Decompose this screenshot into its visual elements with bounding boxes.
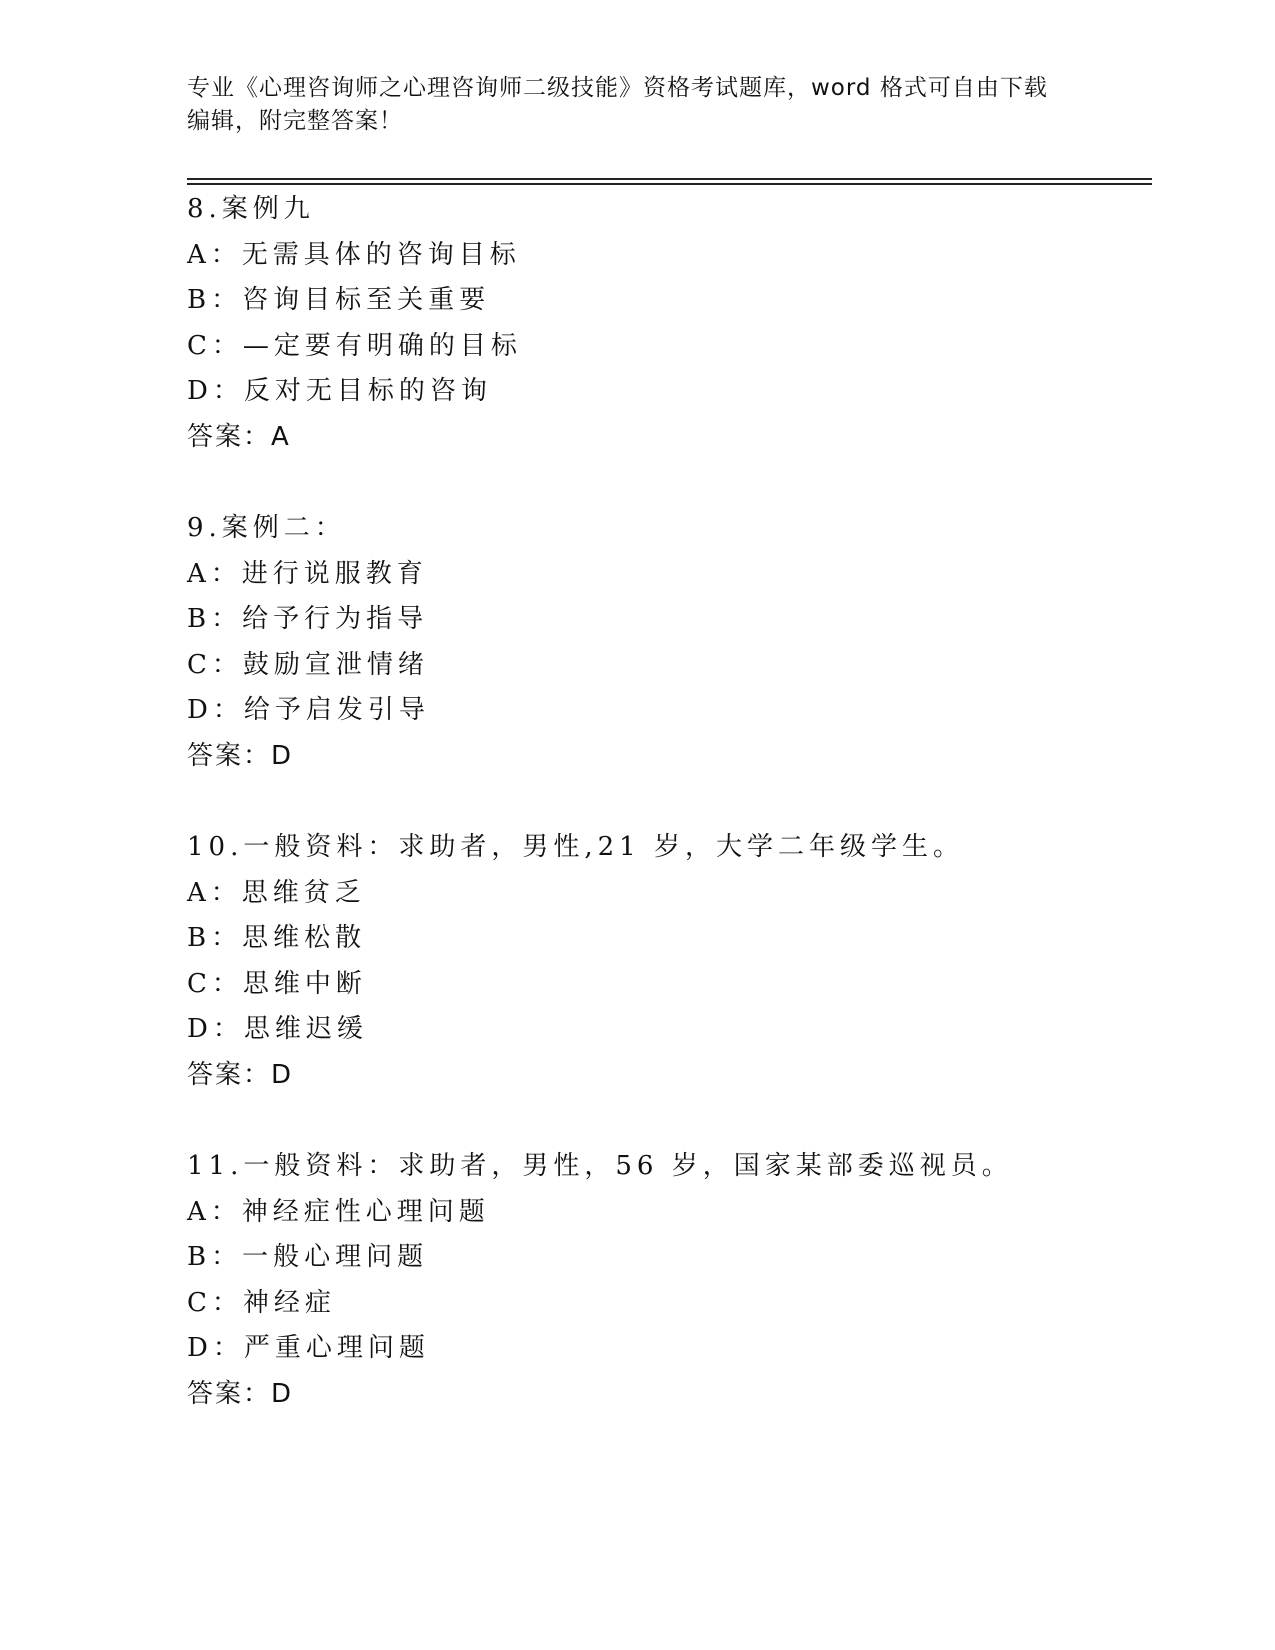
option-a: A：无需具体的咨询目标 [187, 239, 521, 270]
question-stem: 10.一般资料：求助者，男性,21 岁，大学二年级学生。 [187, 832, 964, 862]
option-c: C：—定要有明确的目标 [187, 330, 522, 361]
option-c: C：鼓励宣泄情绪 [187, 649, 429, 680]
answer-line: 答案：A [187, 421, 291, 452]
question-block [187, 187, 1147, 460]
option-d: D：严重心理问题 [187, 1333, 430, 1363]
option-b: B：给予行为指导 [187, 604, 429, 634]
answer-line: 答案：D [187, 740, 294, 771]
option-d: D：给予启发引导 [187, 695, 430, 725]
document-header [187, 72, 1067, 138]
header-line-1: 专业《心理咨询师之心理咨询师二级技能》资格考试题库，word 格式可自由下载 [187, 75, 1048, 101]
option-b: B：思维松散 [187, 923, 367, 953]
option-a: A：神经症性心理问题 [187, 1196, 490, 1227]
option-a: A：进行说服教育 [187, 558, 428, 589]
option-b: B：咨询目标至关重要 [187, 285, 491, 315]
question-block [187, 825, 1147, 1098]
option-a: A：思维贫乏 [187, 877, 366, 908]
option-c: C：神经症 [187, 1287, 336, 1318]
answer-line: 答案：D [187, 1059, 294, 1090]
option-d: D：思维迟缓 [187, 1014, 368, 1044]
header-divider-top [187, 178, 1152, 180]
option-c: C：思维中断 [187, 968, 367, 999]
option-d: D：反对无目标的咨询 [187, 376, 492, 406]
header-divider-bottom [187, 183, 1152, 185]
question-stem: 11.一般资料：求助者，男性，56 岁，国家某部委巡视员。 [187, 1151, 1013, 1181]
question-stem: 9.案例二： [187, 513, 346, 543]
question-block [187, 1144, 1147, 1417]
answer-line: 答案：D [187, 1378, 294, 1409]
question-block [187, 506, 1147, 779]
question-stem: 8.案例九 [187, 194, 315, 224]
option-b: B：一般心理问题 [187, 1242, 429, 1272]
header-line-2: 编辑，附完整答案！ [187, 108, 403, 134]
